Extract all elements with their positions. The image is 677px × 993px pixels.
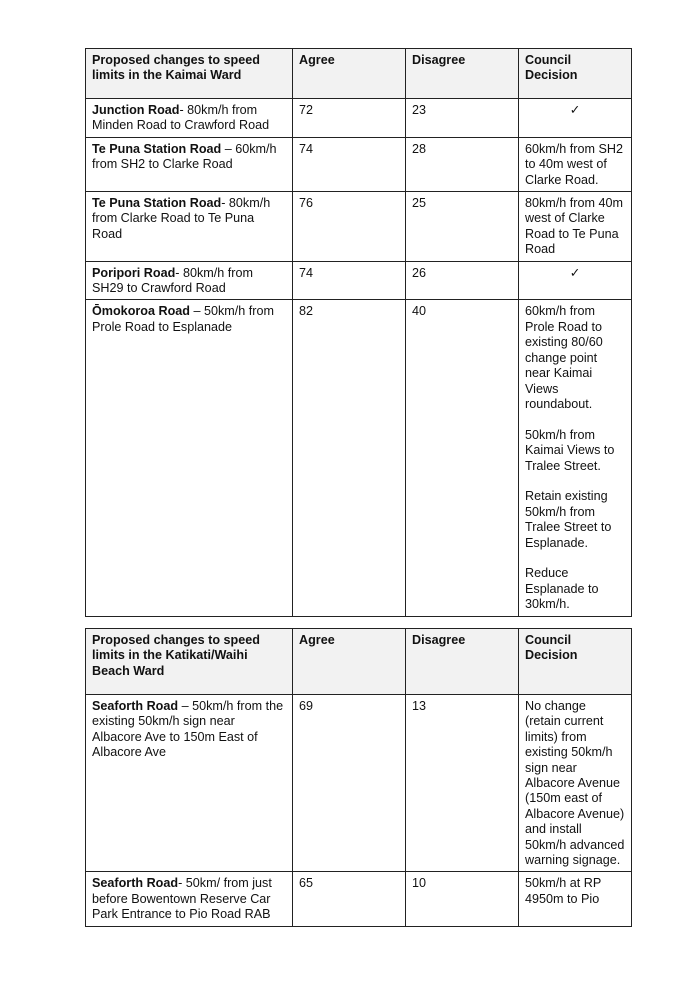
agree-count: 69 [293, 695, 406, 872]
proposed-change-cell [86, 261, 293, 300]
kaimai-ward-table [85, 48, 632, 617]
council-decision-cell [519, 872, 632, 926]
disagree-count: 25 [406, 192, 519, 262]
agree-count: 74 [293, 261, 406, 300]
disagree-count: 10 [406, 872, 519, 926]
agree-header: Agree [293, 629, 406, 695]
change-description: – 50km/h from the existing 50km/h sign near Albacore Ave to 150m East of Albacore Ave [92, 699, 284, 760]
road-name: Junction Road [92, 103, 180, 117]
decision-text: 60km/h from Prole Road to existing 80/60 change point near Kaimai Views roundabout. [525, 304, 603, 411]
change-description: - 80km/h from SH29 to Crawford Road [92, 265, 253, 296]
approved-tick: ✓ [569, 103, 581, 117]
disagree-count: 28 [406, 137, 519, 191]
proposed-change-cell [86, 872, 293, 926]
change-description: – 50km/h from Prole Road to Esplanade [92, 304, 274, 334]
table-row [86, 261, 632, 300]
change-description: - 50km/ from just before Bowentown Reserve Car Park Entrance to Pio Road RAB [92, 876, 272, 922]
table-row [86, 300, 632, 616]
road-name: Poripori Road [92, 265, 176, 280]
agree-count: 74 [293, 137, 406, 191]
table-row [86, 192, 632, 262]
change-description: - 80km/h from Minden Road to Crawford Road [92, 103, 270, 133]
council-decision-cell [519, 695, 632, 872]
council-decision-cell [519, 192, 632, 262]
decision-text: 50km/h from Kaimai Views to Tralee Street. [525, 427, 615, 473]
council-decision-header: Council Decision [519, 629, 632, 695]
kaimai-ward-rows [86, 99, 632, 617]
council-decision-header: Council Decision [519, 49, 632, 99]
table-row [86, 137, 632, 191]
disagree-count: 26 [406, 261, 519, 300]
road-name: Te Puna Station Road [92, 196, 222, 211]
proposed-change-cell [86, 99, 293, 138]
agree-header: Agree [293, 49, 406, 99]
proposed-changes-header: Proposed changes to speed limits in the Katikati/Waihi Beach Ward [86, 629, 293, 695]
disagree-count: 40 [406, 300, 519, 616]
proposed-change-cell [86, 300, 293, 616]
road-name: Seaforth Road [92, 876, 179, 891]
council-decision-cell [519, 137, 632, 191]
proposed-changes-header: Proposed changes to speed limits in the Kaimai Ward [86, 49, 293, 99]
table-header-row [86, 629, 632, 695]
decision-text: 50km/h at RP 4950m to Pio [525, 876, 602, 906]
disagree-count: 13 [406, 695, 519, 872]
road-name: Ōmokoroa Road [92, 304, 190, 319]
table-row [86, 99, 632, 138]
decision-text: 60km/h from SH2 to 40m west of Clarke Road. [525, 141, 623, 187]
table-row [86, 872, 632, 926]
change-description: - 80km/h from Clarke Road to Te Puna Road [92, 196, 271, 241]
agree-count: 65 [293, 872, 406, 926]
table-header-row [86, 49, 632, 99]
disagree-header: Disagree [406, 629, 519, 695]
council-decision-cell [519, 300, 632, 616]
katikati-waihi-beach-ward-rows [86, 695, 632, 927]
decision-text: Reduce Esplanade to 30km/h. [525, 566, 599, 612]
disagree-header: Disagree [406, 49, 519, 99]
council-decision-cell [519, 99, 632, 138]
agree-count: 72 [293, 99, 406, 138]
agree-count: 76 [293, 192, 406, 262]
agree-count: 82 [293, 300, 406, 616]
road-name: Seaforth Road [92, 699, 179, 713]
proposed-change-cell [86, 695, 293, 872]
katikati-waihi-beach-ward-table [85, 628, 632, 927]
table-row [86, 695, 632, 872]
decision-text: 80km/h from 40m west of Clarke Road to Te Puna Road [525, 196, 623, 257]
proposed-change-cell [86, 137, 293, 191]
council-decision-cell [519, 261, 632, 300]
road-name: Te Puna Station Road [92, 141, 222, 156]
decision-text: Retain existing 50km/h from Tralee Street to Esplanade. [525, 489, 612, 550]
proposed-change-cell [86, 192, 293, 262]
decision-text: No change (retain current limits) from existing 50km/h sign near Albacore Avenue (150m east of Albacore Avenue) and install 50km/h advanced warning signage. [525, 699, 625, 868]
change-description: – 60km/h from SH2 to Clarke Road [92, 141, 277, 172]
disagree-count: 23 [406, 99, 519, 138]
approved-tick: ✓ [569, 265, 581, 280]
